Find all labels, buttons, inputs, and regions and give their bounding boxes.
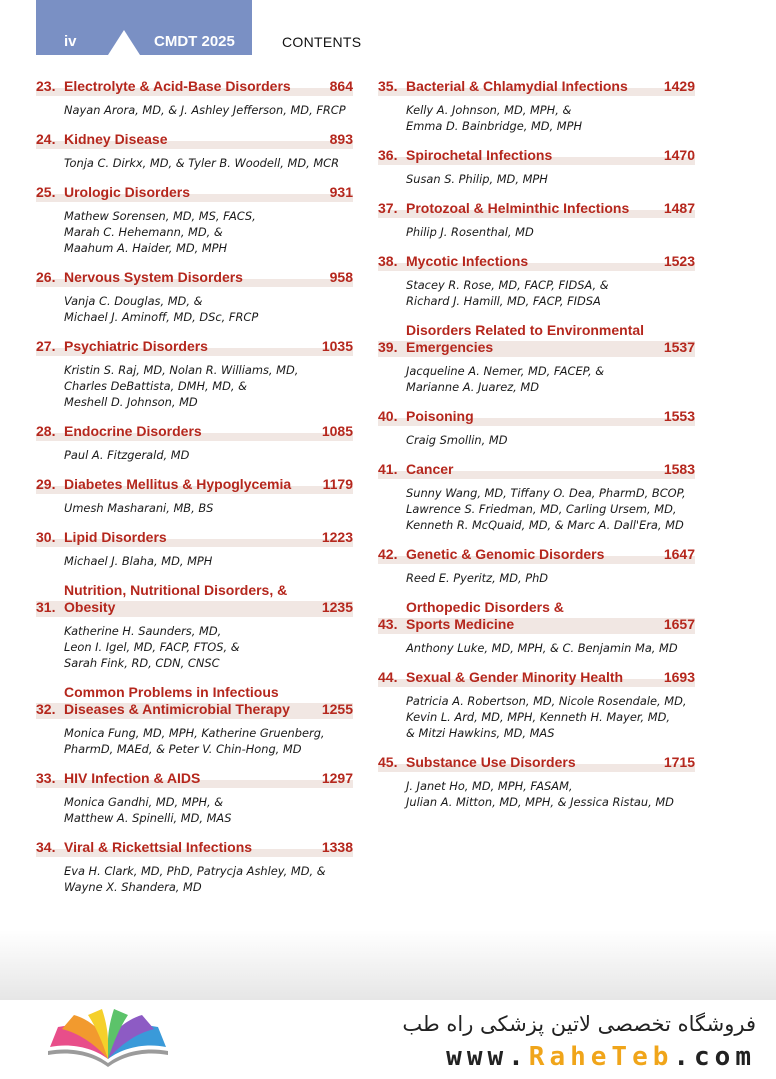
chapter-heading[interactable]	[36, 78, 353, 96]
chapter-number: 43.	[378, 616, 398, 632]
chapter-page-number: 1255	[321, 701, 353, 717]
section-label: CONTENTS	[282, 34, 362, 50]
chapter-authors	[64, 553, 353, 569]
chapter-number: 36.	[378, 147, 398, 163]
chapter-page-number: 1179	[322, 476, 353, 492]
author-line: Matthew A. Spinelli, MD, MAS	[64, 811, 232, 825]
chapter-page-number: 1429	[663, 78, 695, 94]
chapter-title-line: Orthopedic Disorders &	[406, 599, 564, 615]
chapter-heading[interactable]	[378, 754, 695, 772]
author-line: Stacey R. Rose, MD, FACP, FIDSA, &	[406, 278, 609, 292]
author-line: Mathew Sorensen, MD, MS, FACS,	[64, 209, 256, 223]
chapter-authors	[64, 155, 353, 171]
chapter-page-number: 1583	[663, 461, 695, 477]
chapter-page-number: 1338	[321, 839, 353, 855]
chapter-number: 38.	[378, 253, 398, 269]
chapter-title	[64, 338, 316, 355]
chapter-number: 41.	[378, 461, 398, 477]
chapter-heading[interactable]	[378, 546, 695, 564]
book-code: CMDT 2025	[154, 33, 235, 50]
chapter-number: 37.	[378, 200, 398, 216]
chapter-title-line: Psychiatric Disorders	[64, 338, 208, 354]
contents-left-column	[36, 78, 353, 908]
chapter-title-line: Electrolyte & Acid-Base Disorders	[64, 78, 291, 94]
chapter-title-line: Bacterial & Chlamydial Infections	[406, 78, 628, 94]
author-line: Katherine H. Saunders, MD,	[64, 624, 222, 638]
author-line: Kevin L. Ard, MD, MPH, Kenneth H. Mayer, MD,	[406, 710, 670, 724]
chapter-entry[interactable]	[36, 269, 353, 325]
chapter-title	[406, 408, 658, 425]
author-line: Michael J. Blaha, MD, MPH	[64, 554, 213, 568]
chapter-heading[interactable]	[378, 78, 695, 96]
chapter-page-number: 1715	[663, 754, 695, 770]
chapter-heading[interactable]	[36, 184, 353, 202]
url-suffix: .com	[673, 1042, 756, 1072]
chapter-number: 31.	[36, 599, 56, 615]
chapter-entry[interactable]	[378, 200, 695, 240]
chapter-title	[406, 78, 658, 95]
open-book-logo-icon	[44, 1007, 172, 1069]
chapter-number: 29.	[36, 476, 56, 492]
author-line: Kenneth R. McQuaid, MD, & Marc A. Dall'Era, MD	[406, 518, 684, 532]
author-line: Eva H. Clark, MD, PhD, Patrycja Ashley, MD, &	[64, 864, 326, 878]
chapter-entry[interactable]	[378, 147, 695, 187]
chapter-title	[64, 839, 316, 856]
chapter-page-number: 1693	[663, 669, 695, 685]
author-line: Meshell D. Johnson, MD	[64, 395, 198, 409]
chapter-entry[interactable]	[36, 839, 353, 895]
chapter-title	[64, 582, 316, 616]
chapter-entry[interactable]	[378, 669, 695, 741]
chapter-authors	[406, 277, 695, 309]
chapter-page-number: 1647	[663, 546, 695, 562]
chapter-authors	[64, 863, 353, 895]
author-line: Maahum A. Haider, MD, MPH	[64, 241, 228, 255]
author-line: Patricia A. Robertson, MD, Nicole Rosendale, MD,	[406, 694, 687, 708]
contents-right-column	[378, 78, 695, 823]
chapter-heading[interactable]	[36, 529, 353, 547]
chapter-entry[interactable]	[36, 338, 353, 410]
chapter-entry[interactable]	[378, 78, 695, 134]
chapter-authors	[64, 208, 353, 256]
chapter-number: 35.	[378, 78, 398, 94]
chapter-title-line: HIV Infection & AIDS	[64, 770, 201, 786]
chapter-entry[interactable]	[378, 754, 695, 810]
chapter-number: 30.	[36, 529, 56, 545]
chapter-title	[64, 529, 316, 546]
chapter-title	[406, 669, 658, 686]
chapter-title-line: Genetic & Genomic Disorders	[406, 546, 605, 562]
chapter-page-number: 1537	[663, 339, 695, 355]
author-line: Kelly A. Johnson, MD, MPH, &	[406, 103, 572, 117]
chapter-heading[interactable]	[36, 839, 353, 857]
chapter-title	[64, 770, 316, 787]
author-line: Susan S. Philip, MD, MPH	[406, 172, 548, 186]
chapter-entry[interactable]	[36, 131, 353, 171]
chapter-title-line: Lipid Disorders	[64, 529, 167, 545]
chapter-title	[64, 476, 317, 493]
chapter-number: 28.	[36, 423, 56, 439]
author-line: Michael J. Aminoff, MD, DSc, FRCP	[64, 310, 259, 324]
chapter-title-line: Obesity	[64, 599, 116, 615]
chapter-number: 42.	[378, 546, 398, 562]
chapter-entry[interactable]	[36, 476, 353, 516]
author-line: Lawrence S. Friedman, MD, Carling Ursem, MD,	[406, 502, 677, 516]
chapter-entry[interactable]	[36, 582, 353, 671]
chapter-title-line: Poisoning	[406, 408, 474, 424]
page-number: iv	[64, 33, 77, 50]
chapter-number: 25.	[36, 184, 56, 200]
chapter-entry[interactable]	[378, 253, 695, 309]
chapter-entry[interactable]	[36, 684, 353, 757]
chapter-title-line: Common Problems in Infectious	[64, 684, 279, 700]
chapter-heading[interactable]	[378, 461, 695, 479]
chapter-number: 45.	[378, 754, 398, 770]
chapter-heading[interactable]	[378, 599, 695, 634]
author-line: Craig Smollin, MD	[406, 433, 508, 447]
chapter-title	[406, 253, 658, 270]
chapter-entry[interactable]	[378, 322, 695, 395]
chapter-title-line: Protozoal & Helminthic Infections	[406, 200, 630, 216]
chapter-number: 33.	[36, 770, 56, 786]
chapter-entry[interactable]	[36, 423, 353, 463]
chapter-title-line: Sports Medicine	[406, 616, 515, 632]
chapter-authors	[406, 693, 695, 741]
chapter-title-line: Diseases & Antimicrobial Therapy	[64, 701, 290, 717]
chapter-number: 26.	[36, 269, 56, 285]
chapter-entry[interactable]	[36, 78, 353, 118]
store-name: فروشگاه تخصصی لاتین پزشکی راه طب	[402, 1012, 756, 1036]
author-line: Emma D. Bainbridge, MD, MPH	[406, 119, 583, 133]
author-line: Anthony Luke, MD, MPH, & C. Benjamin Ma, MD	[406, 641, 678, 655]
chapter-title	[64, 684, 316, 718]
chapter-heading[interactable]	[36, 131, 353, 149]
chapter-title-line: Cancer	[406, 461, 454, 477]
chapter-entry[interactable]	[36, 770, 353, 826]
chapter-page-number: 1223	[321, 529, 353, 545]
chapter-authors	[406, 640, 695, 656]
chapter-page-number: 893	[329, 131, 353, 147]
author-line: Wayne X. Shandera, MD	[64, 880, 202, 894]
author-line: Jacqueline A. Nemer, MD, FACEP, &	[406, 364, 605, 378]
chapter-title-line: Sexual & Gender Minority Health	[406, 669, 624, 685]
chapter-number: 40.	[378, 408, 398, 424]
chapter-heading[interactable]	[36, 476, 353, 494]
chapter-heading[interactable]	[36, 770, 353, 788]
author-line: Charles DeBattista, DMH, MD, &	[64, 379, 247, 393]
author-line: PharmD, MAEd, & Peter V. Chin-Hong, MD	[64, 742, 302, 756]
chapter-title-line: Viral & Rickettsial Infections	[64, 839, 253, 855]
chapter-authors	[64, 725, 353, 757]
author-line: Sunny Wang, MD, Tiffany O. Dea, PharmD, BCOP,	[406, 486, 686, 500]
chapter-authors	[64, 500, 353, 516]
chapter-entry[interactable]	[36, 529, 353, 569]
author-line: Tonja C. Dirkx, MD, & Tyler B. Woodell, MD, MCR	[64, 156, 340, 170]
chapter-title-line: Substance Use Disorders	[406, 754, 576, 770]
url-accent: RaheTeb	[528, 1042, 674, 1072]
chapter-title	[64, 423, 316, 440]
chapter-number: 24.	[36, 131, 56, 147]
author-line: Monica Gandhi, MD, MPH, &	[64, 795, 224, 809]
author-line: Vanja C. Douglas, MD, &	[64, 294, 203, 308]
chapter-page-number: 1487	[663, 200, 695, 216]
header-notch	[108, 30, 140, 55]
chapter-title	[406, 546, 658, 563]
author-line: Leon I. Igel, MD, FACP, FTOS, &	[64, 640, 240, 654]
chapter-authors	[406, 570, 695, 586]
chapter-number: 23.	[36, 78, 56, 94]
chapter-authors	[64, 447, 353, 463]
chapter-title-line: Emergencies	[406, 339, 494, 355]
chapter-authors	[406, 485, 695, 533]
author-line: Monica Fung, MD, MPH, Katherine Gruenberg,	[64, 726, 325, 740]
chapter-entry[interactable]	[36, 184, 353, 256]
chapter-authors	[64, 293, 353, 325]
chapter-heading[interactable]	[378, 669, 695, 687]
chapter-authors	[406, 363, 695, 395]
chapter-title	[64, 78, 324, 95]
chapter-heading[interactable]	[36, 338, 353, 356]
chapter-heading[interactable]	[36, 423, 353, 441]
chapter-title	[406, 200, 658, 217]
chapter-authors	[64, 794, 353, 826]
author-line: Kristin S. Raj, MD, Nolan R. Williams, MD,	[64, 363, 299, 377]
author-line: Umesh Masharani, MB, BS	[64, 501, 214, 515]
chapter-entry[interactable]	[378, 599, 695, 656]
chapter-number: 34.	[36, 839, 56, 855]
chapter-authors	[406, 102, 695, 134]
chapter-number: 32.	[36, 701, 56, 717]
chapter-number: 27.	[36, 338, 56, 354]
chapter-heading[interactable]	[36, 269, 353, 287]
chapter-authors	[64, 362, 353, 410]
chapter-entry[interactable]	[378, 461, 695, 533]
chapter-title-line: Endocrine Disorders	[64, 423, 202, 439]
chapter-page-number: 864	[329, 78, 353, 94]
chapter-title-line: Mycotic Infections	[406, 253, 529, 269]
chapter-authors	[64, 623, 353, 671]
chapter-number: 39.	[378, 339, 398, 355]
author-line: Reed E. Pyeritz, MD, PhD	[406, 571, 549, 585]
chapter-title	[406, 147, 658, 164]
chapter-title	[406, 599, 658, 633]
author-line: Julian A. Mitton, MD, MPH, & Jessica Ristau, MD	[406, 795, 674, 809]
chapter-page-number: 1085	[321, 423, 353, 439]
chapter-heading[interactable]	[36, 582, 353, 617]
chapter-title	[64, 269, 324, 286]
chapter-title-line: Urologic Disorders	[64, 184, 191, 200]
chapter-page-number: 958	[329, 269, 353, 285]
author-line: Marianne A. Juarez, MD	[406, 380, 540, 394]
chapter-title	[406, 461, 658, 478]
author-line: Philip J. Rosenthal, MD	[406, 225, 534, 239]
chapter-page-number: 1523	[663, 253, 695, 269]
bottom-fade	[0, 930, 776, 1000]
chapter-authors	[406, 171, 695, 187]
author-line: J. Janet Ho, MD, MPH, FASAM,	[406, 779, 573, 793]
author-line: Sarah Fink, RD, CDN, CNSC	[64, 656, 220, 670]
chapter-heading[interactable]	[36, 684, 353, 719]
author-line: Richard J. Hamill, MD, FACP, FIDSA	[406, 294, 601, 308]
chapter-title-line: Nutrition, Nutritional Disorders, &	[64, 582, 288, 598]
chapter-page-number: 1470	[663, 147, 695, 163]
header-tab	[36, 0, 252, 55]
chapter-heading[interactable]	[378, 200, 695, 218]
author-line: Nayan Arora, MD, & J. Ashley Jefferson, MD, FRCP	[64, 103, 346, 117]
chapter-authors	[406, 778, 695, 810]
store-url[interactable]	[446, 1042, 756, 1072]
url-prefix: www.	[446, 1042, 529, 1072]
chapter-title	[406, 754, 658, 771]
chapter-page-number: 931	[329, 184, 353, 200]
chapter-heading[interactable]	[378, 253, 695, 271]
chapter-title-line: Disorders Related to Environmental	[406, 322, 645, 338]
chapter-heading[interactable]	[378, 322, 695, 357]
chapter-authors	[406, 224, 695, 240]
chapter-page-number: 1297	[321, 770, 353, 786]
chapter-number: 44.	[378, 669, 398, 685]
chapter-authors	[406, 432, 695, 448]
chapter-title-line: Diabetes Mellitus & Hypoglycemia	[64, 476, 292, 492]
chapter-title-line: Spirochetal Infections	[406, 147, 553, 163]
chapter-page-number: 1035	[321, 338, 353, 354]
chapter-page-number: 1657	[663, 616, 695, 632]
chapter-entry[interactable]	[378, 546, 695, 586]
chapter-heading[interactable]	[378, 408, 695, 426]
chapter-title-line: Kidney Disease	[64, 131, 168, 147]
chapter-page-number: 1553	[663, 408, 695, 424]
chapter-heading[interactable]	[378, 147, 695, 165]
chapter-title	[64, 184, 324, 201]
author-line: & Mitzi Hawkins, MD, MAS	[406, 726, 555, 740]
chapter-authors	[64, 102, 353, 118]
chapter-page-number: 1235	[321, 599, 353, 615]
author-line: Marah C. Hehemann, MD, &	[64, 225, 223, 239]
chapter-entry[interactable]	[378, 408, 695, 448]
chapter-title	[64, 131, 324, 148]
author-line: Paul A. Fitzgerald, MD	[64, 448, 190, 462]
chapter-title-line: Nervous System Disorders	[64, 269, 243, 285]
chapter-title	[406, 322, 658, 356]
